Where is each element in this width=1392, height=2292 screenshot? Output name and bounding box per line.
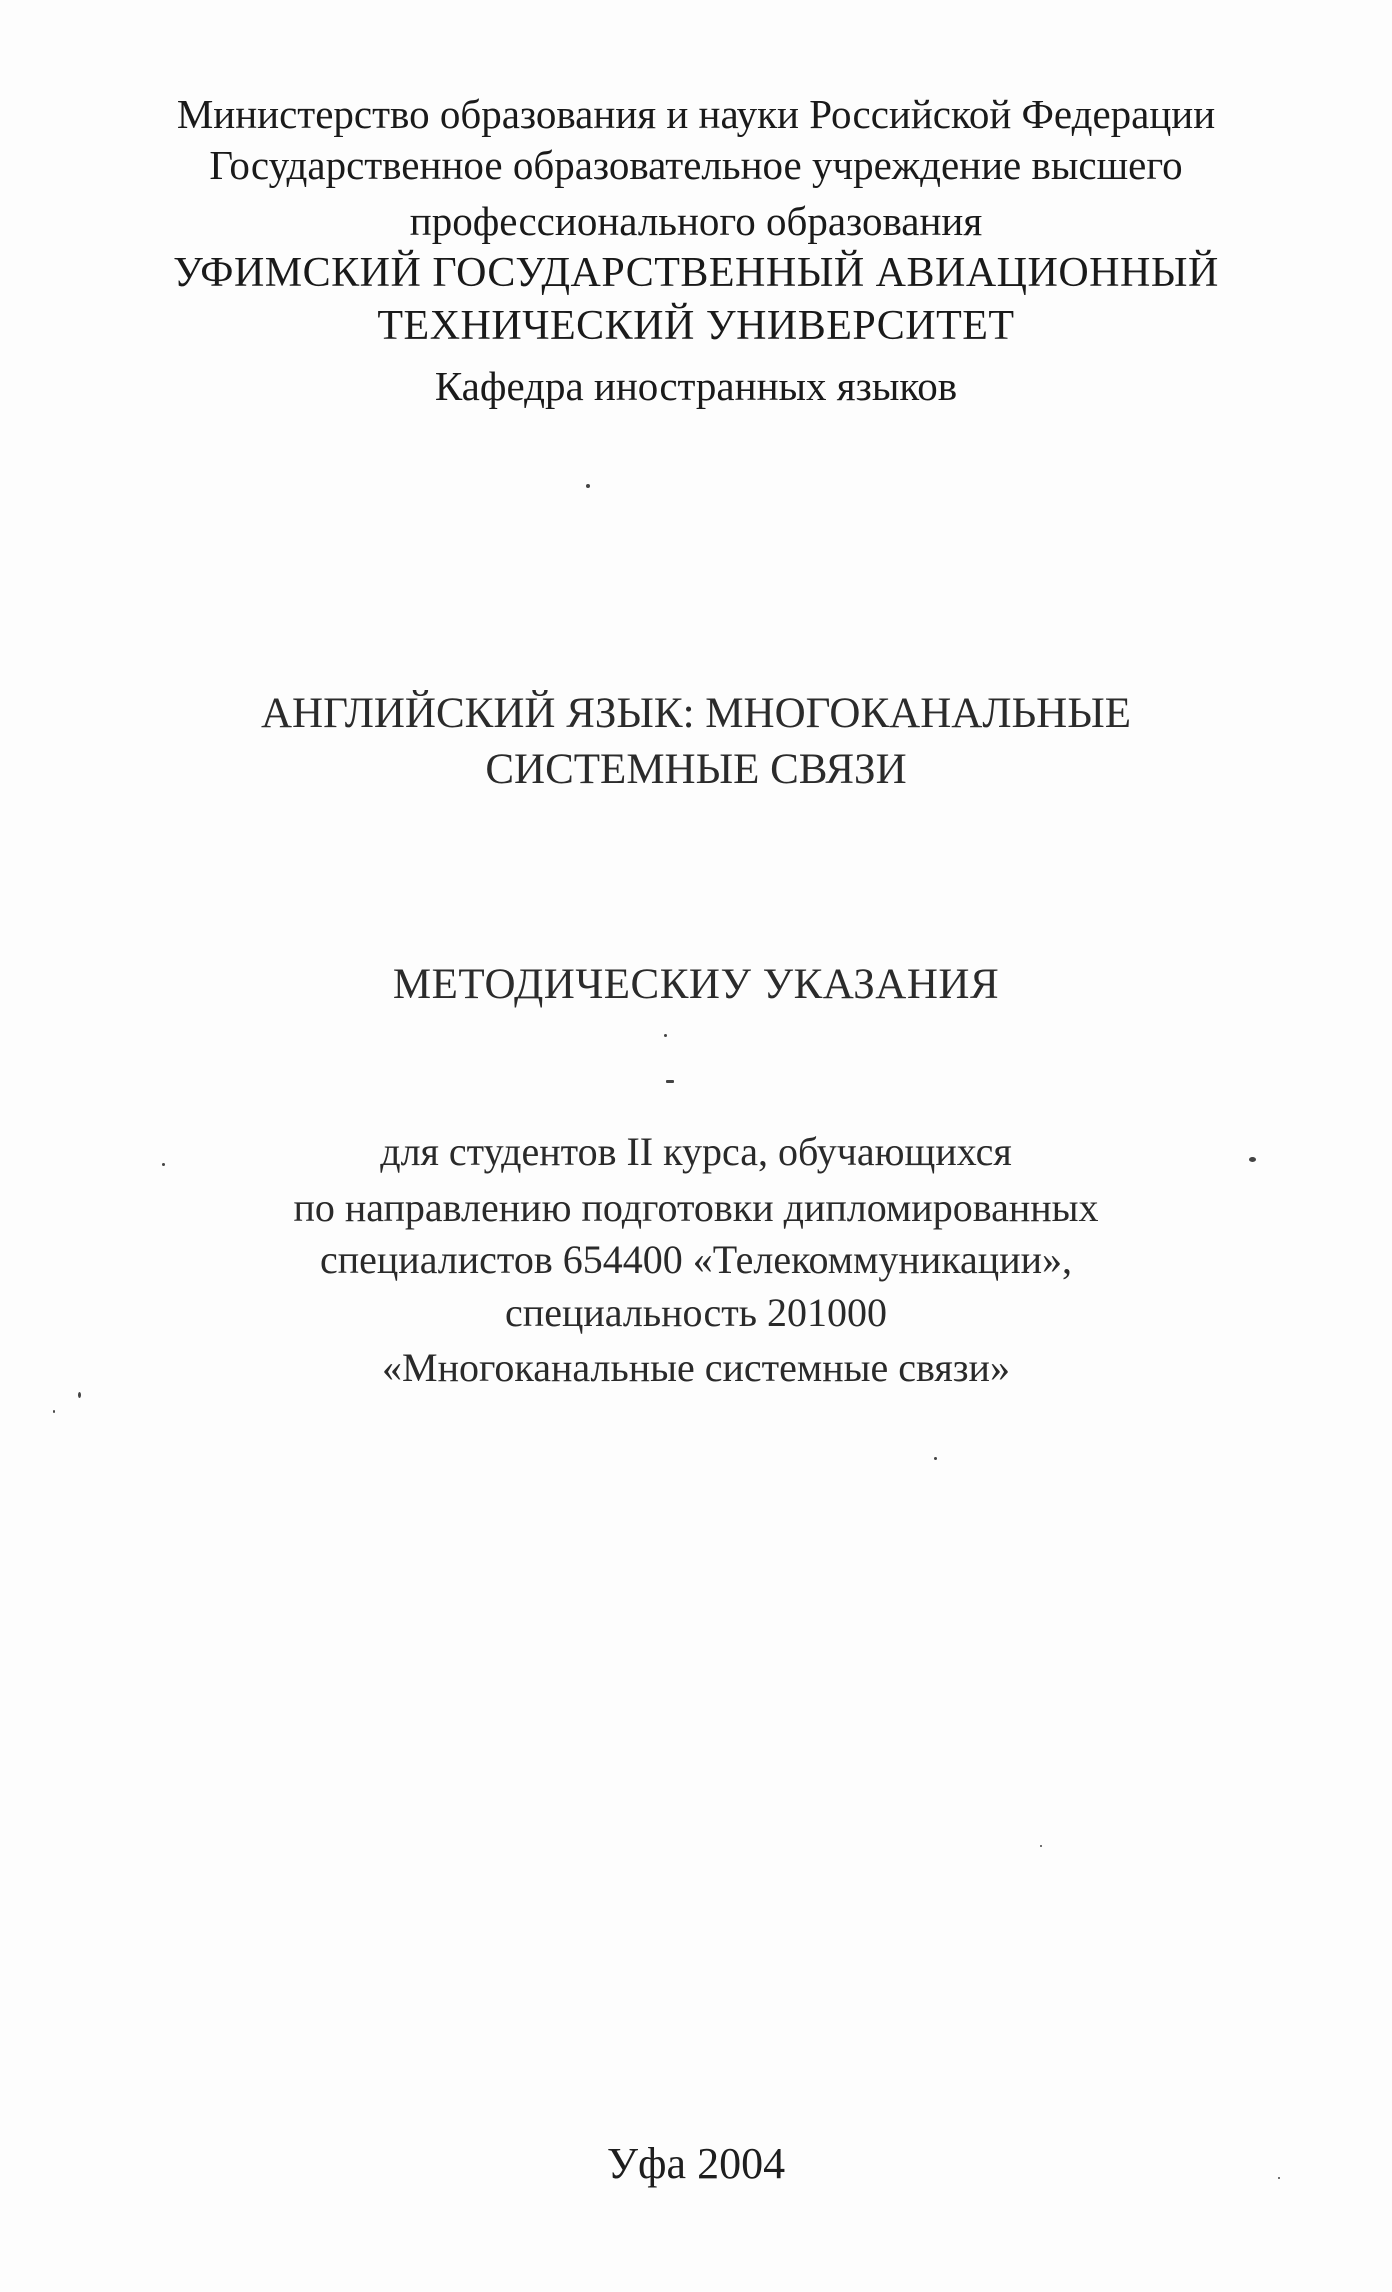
document-subtitle: МЕТОДИЧЕСКИУ УКАЗАНИЯ [392,961,1000,1008]
audience-line3: специалистов 654400 «Телекоммуникации», [319,1237,1073,1282]
department-line: Кафедра иностранных языков [434,363,958,409]
audience-line2: по направлению подготовки дипломированных [293,1185,1099,1230]
institution-type-cont-line: профессионального образования [409,198,983,244]
scan-speck [586,484,590,488]
scan-speck [1278,2177,1280,2179]
ministry-line: Министерство образования и науки Российской Федерации [176,91,1216,137]
scan-speck [666,1080,674,1083]
audience-line4: специальность 201000 [505,1290,887,1335]
university-name-line2: ТЕХНИЧЕСКИЙ УНИВЕРСИТЕТ [377,303,1015,349]
city-year: Уфа 2004 [606,2139,786,2188]
scan-speck [78,1392,81,1398]
scan-speck [162,1163,165,1166]
scan-speck [1249,1157,1256,1162]
scan-speck [1040,1845,1042,1847]
scan-speck [53,1410,55,1413]
scan-speck [934,1457,937,1460]
university-name-line1: УФИМСКИЙ ГОСУДАРСТВЕННЫЙ АВИАЦИОННЫЙ [173,250,1219,296]
audience-line1: для студентов II курса, обучающихся [380,1129,1012,1174]
document-title-line1: АНГЛИЙСКИЙ ЯЗЫК: МНОГОКАНАЛЬНЫЕ [260,690,1131,737]
scan-speck [664,1034,667,1037]
institution-type-line: Государственное образовательное учреждение высшего [209,142,1183,188]
audience-line5: «Многоканальные системные связи» [382,1345,1010,1390]
document-title-line2: СИСТЕМНЫЕ СВЯЗИ [485,746,907,793]
